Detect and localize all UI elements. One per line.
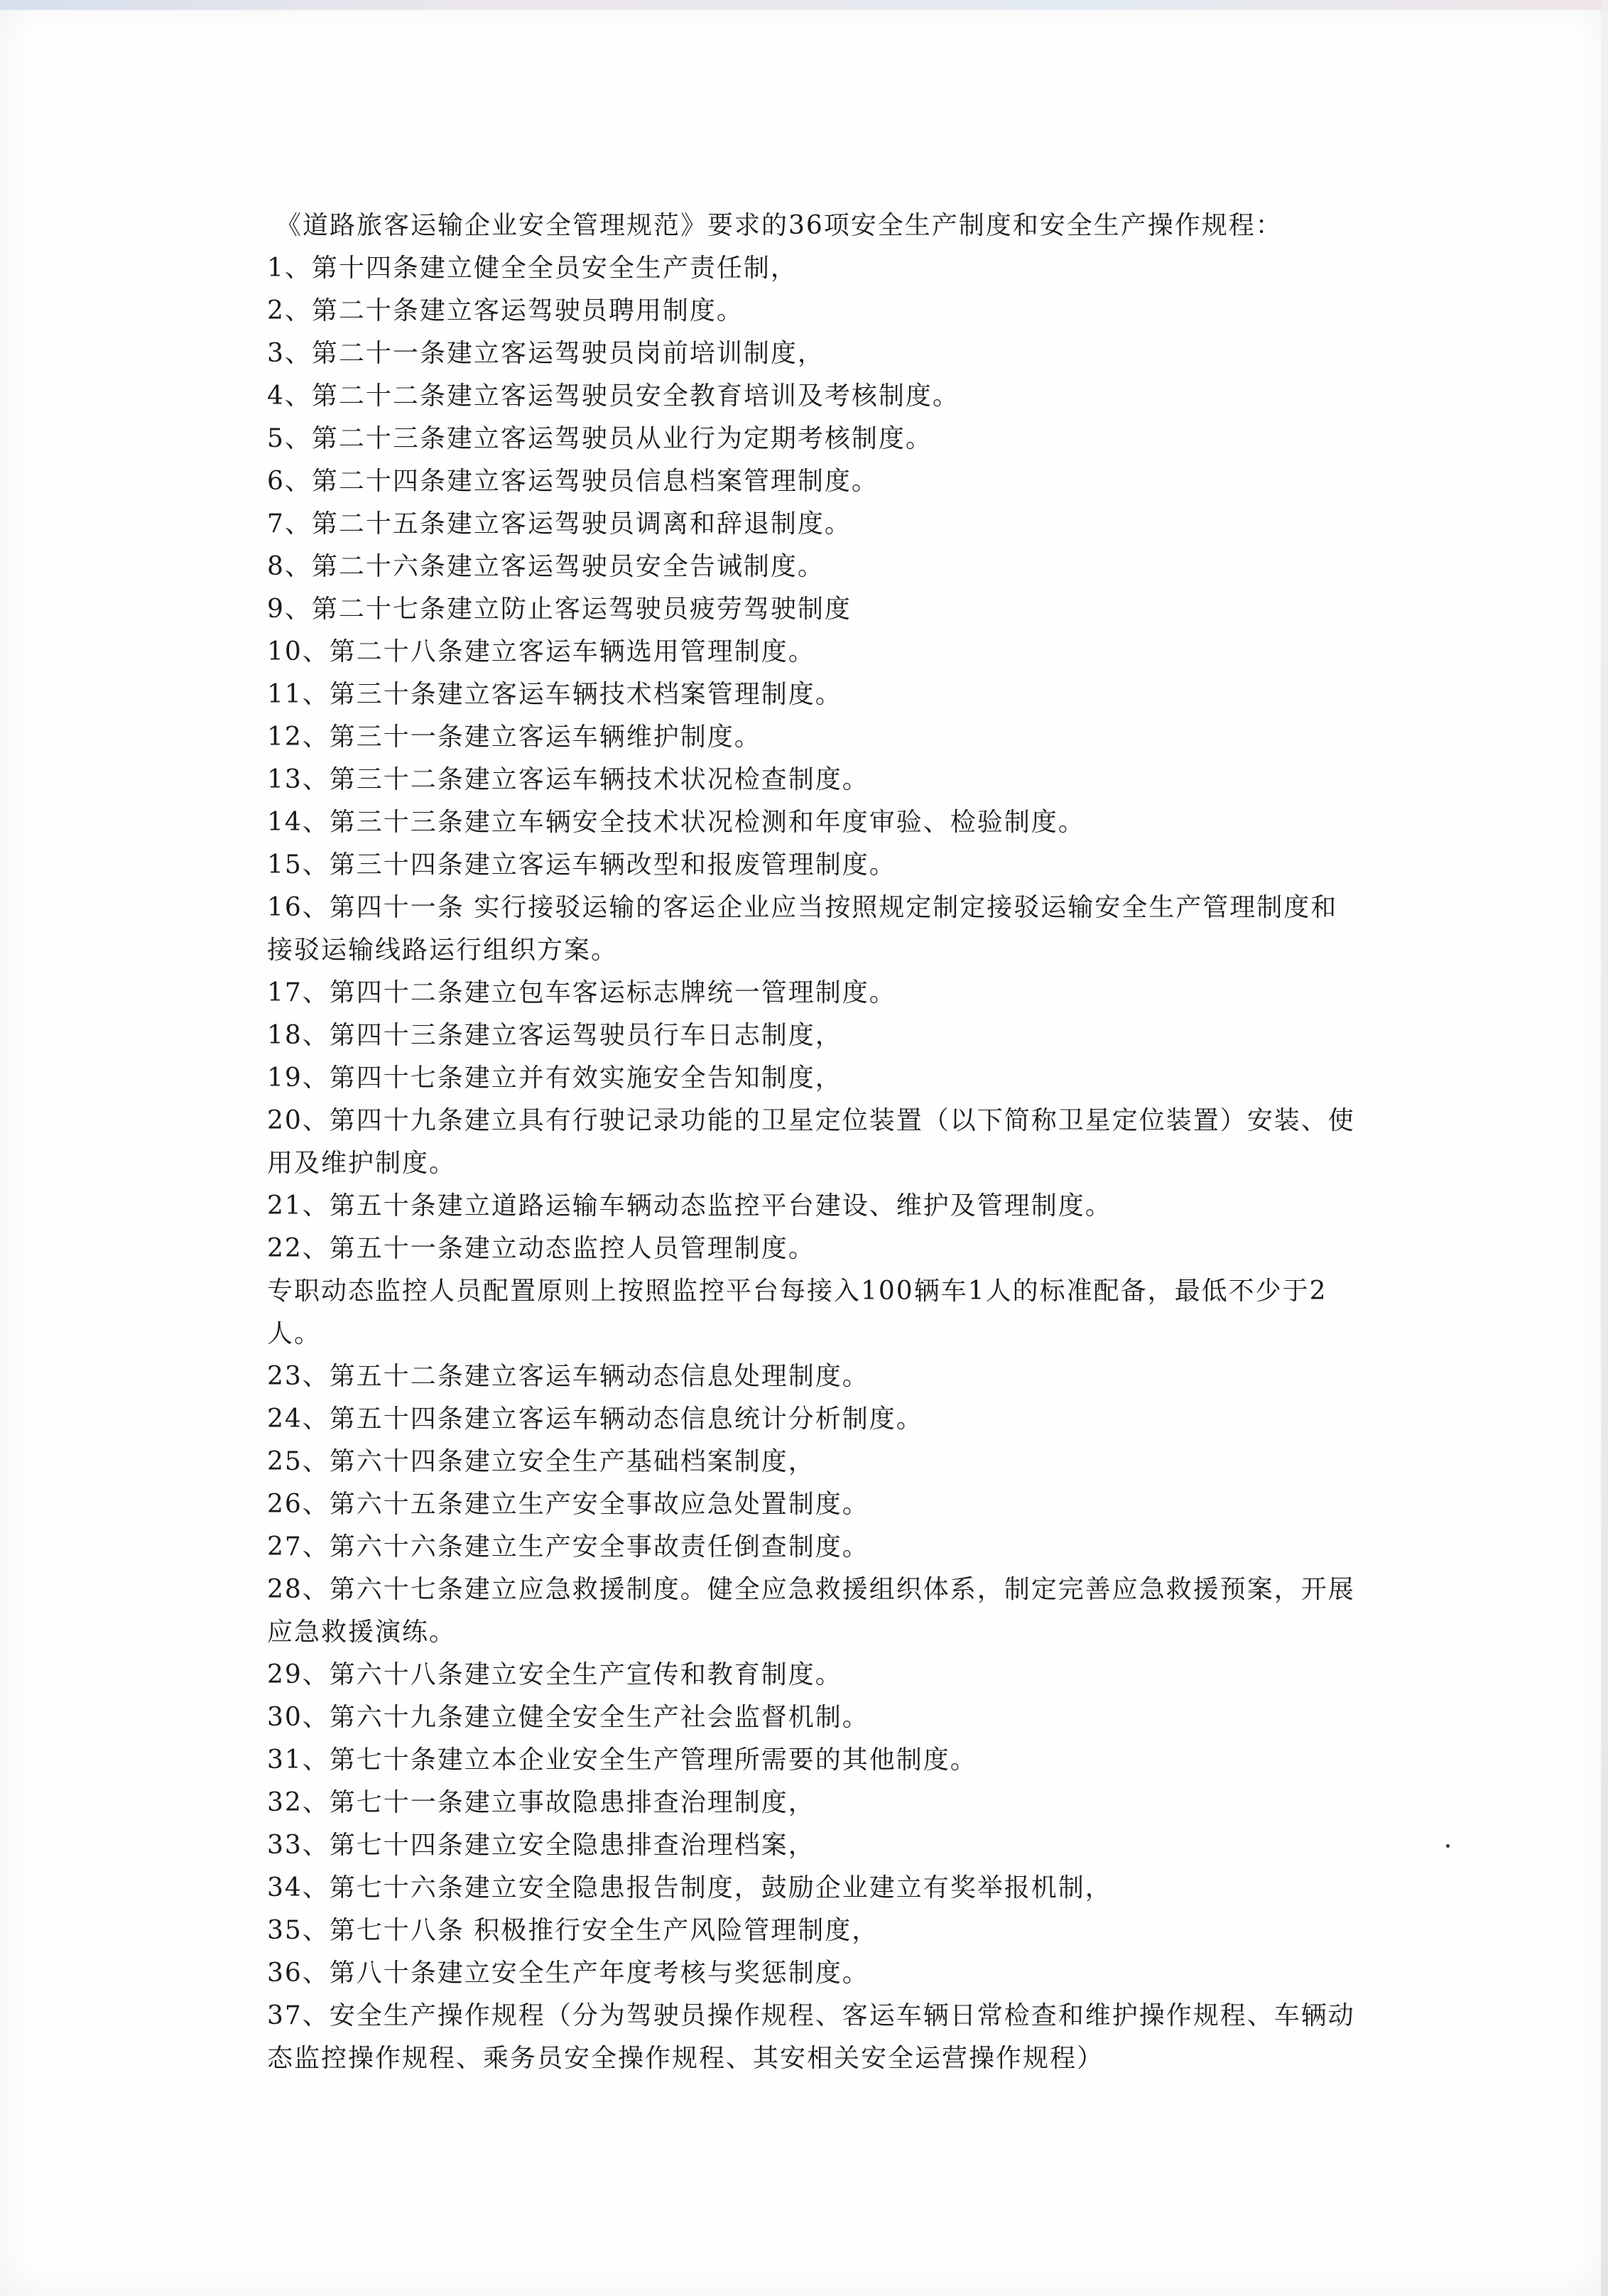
- list-item: 18、第四十三条建立客运驾驶员行车日志制度，: [267, 1021, 842, 1050]
- list-item: 34、第七十六条建立安全隐患报告制度，鼓励企业建立有奖举报机制，: [267, 1873, 1112, 1902]
- list-item: 5、第二十三条建立客运驾驶员从业行为定期考核制度。: [267, 424, 933, 453]
- list-item: 26、第六十五条建立生产安全事故应急处置制度。: [267, 1490, 869, 1519]
- list-item: 33、第七十四条建立安全隐患排查治理档案，: [267, 1831, 815, 1860]
- list-item: 19、第四十七条建立并有效实施安全告知制度，: [267, 1063, 842, 1093]
- document-body: [267, 205, 1394, 2080]
- list-item-continuation: 用及维护制度。: [267, 1149, 457, 1178]
- document-title: 《道路旅客运输企业安全管理规范》要求的36项安全生产制度和安全生产操作规程：: [276, 211, 1283, 240]
- list-item: 21、第五十条建立道路运输车辆动态监控平台建设、维护及管理制度。: [267, 1191, 1112, 1220]
- list-item: 22、第五十一条建立动态监控人员管理制度。: [267, 1234, 815, 1263]
- list-item: 12、第三十一条建立客运车辆维护制度。: [267, 722, 761, 752]
- list-item-continuation: 接驳运输线路运行组织方案。: [267, 936, 619, 965]
- note-line: 专职动态监控人员配置原则上按照监控平台每接入100辆车1人的标准配备，最低不少于2: [267, 1277, 1327, 1306]
- list-item: 20、第四十九条建立具有行驶记录功能的卫星定位装置（以下简称卫星定位装置）安装、使: [267, 1106, 1355, 1135]
- list-item: 1、第十四条建立健全全员安全生产责任制，: [267, 254, 798, 283]
- scan-speck: [1446, 1844, 1450, 1848]
- list-item: 2、第二十条建立客运驾驶员聘用制度。: [267, 296, 744, 325]
- list-item: 16、第四十一条 实行接驳运输的客运企业应当按照规定制定接驳运输安全生产管理制度和: [267, 893, 1338, 922]
- list-item: 4、第二十二条建立客运驾驶员安全教育培训及考核制度。: [267, 381, 960, 411]
- list-item: 13、第三十二条建立客运车辆技术状况检查制度。: [267, 765, 869, 794]
- list-item: 28、第六十七条建立应急救援制度。健全应急救援组织体系，制定完善应急救援预案，开展: [267, 1575, 1355, 1604]
- list-item: 27、第六十六条建立生产安全事故责任倒查制度。: [267, 1532, 869, 1561]
- list-item: 25、第六十四条建立安全生产基础档案制度，: [267, 1447, 815, 1476]
- list-item: 15、第三十四条建立客运车辆改型和报废管理制度。: [267, 850, 896, 879]
- list-item: 24、第五十四条建立客运车辆动态信息统计分析制度。: [267, 1404, 923, 1434]
- list-item: 3、第二十一条建立客运驾驶员岗前培训制度，: [267, 339, 825, 368]
- note-line-continuation: 人。: [267, 1319, 322, 1348]
- list-item: 8、第二十六条建立客运驾驶员安全告诫制度。: [267, 552, 825, 581]
- list-item: 29、第六十八条建立安全生产宣传和教育制度。: [267, 1660, 842, 1689]
- scan-top-edge: [0, 0, 1608, 10]
- list-item: 37、安全生产操作规程（分为驾驶员操作规程、客运车辆日常检查和维护操作规程、车辆动: [267, 2001, 1355, 2030]
- rule-list: [267, 247, 1394, 2080]
- list-item-continuation: 应急救援演练。: [267, 1618, 457, 1647]
- list-item: 31、第七十条建立本企业安全生产管理所需要的其他制度。: [267, 1745, 977, 1775]
- list-item: 23、第五十二条建立客运车辆动态信息处理制度。: [267, 1362, 869, 1391]
- list-item: 17、第四十二条建立包车客运标志牌统一管理制度。: [267, 978, 896, 1007]
- list-item: 35、第七十八条 积极推行安全生产风险管理制度，: [267, 1916, 879, 1945]
- scan-right-edge: [1601, 0, 1608, 2296]
- list-item: 14、第三十三条建立车辆安全技术状况检测和年度审验、检验制度。: [267, 808, 1085, 837]
- list-item-continuation: 态监控操作规程、乘务员安全操作规程、其安相关安全运营操作规程）: [267, 2044, 1104, 2073]
- list-item: 7、第二十五条建立客运驾驶员调离和辞退制度。: [267, 509, 852, 538]
- list-item: 11、第三十条建立客运车辆技术档案管理制度。: [267, 680, 842, 709]
- list-item: 32、第七十一条建立事故隐患排查治理制度，: [267, 1788, 815, 1817]
- list-item: 9、第二十七条建立防止客运驾驶员疲劳驾驶制度: [267, 595, 852, 624]
- list-item: 36、第八十条建立安全生产年度考核与奖惩制度。: [267, 1959, 869, 1988]
- list-item: 6、第二十四条建立客运驾驶员信息档案管理制度。: [267, 467, 879, 496]
- list-item: 30、第六十九条建立健全安全生产社会监督机制。: [267, 1703, 869, 1732]
- list-item: 10、第二十八条建立客运车辆选用管理制度。: [267, 637, 815, 666]
